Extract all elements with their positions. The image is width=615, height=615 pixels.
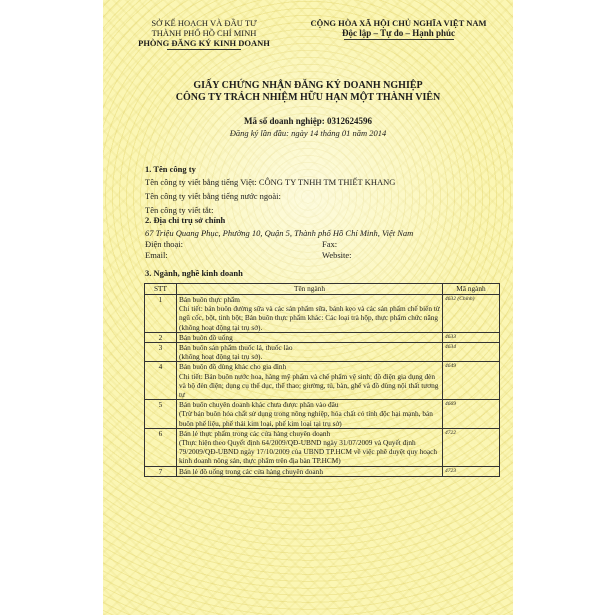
row-name-cell bbox=[177, 343, 443, 362]
row-detail: (không hoạt động tại trụ sở). bbox=[179, 352, 263, 362]
issuer-line-2: THÀNH PHỐ HỒ CHÍ MINH bbox=[151, 28, 257, 38]
row-name-cell bbox=[177, 428, 443, 466]
row-name-cell bbox=[177, 332, 443, 342]
nation-header bbox=[301, 18, 496, 40]
issuer-line-3: PHÒNG ĐĂNG KÝ KINH DOANH bbox=[138, 38, 270, 48]
row-name-cell bbox=[177, 400, 443, 429]
nation-motto: Độc lập – Tự do – Hạnh phúc bbox=[341, 28, 456, 38]
table-row bbox=[145, 332, 500, 342]
title-line-1: GIẤY CHỨNG NHẬN ĐĂNG KÝ DOANH NGHIỆP bbox=[193, 80, 423, 91]
row-name-cell bbox=[177, 466, 443, 476]
row-stt: 3 bbox=[145, 343, 177, 362]
issuer-header bbox=[129, 18, 279, 50]
email-label: Email: bbox=[145, 250, 168, 260]
section-3-heading: 3. Ngành, nghề kinh doanh bbox=[145, 268, 243, 278]
table-row bbox=[145, 466, 500, 476]
phone-label: Điện thoại: bbox=[145, 239, 184, 249]
row-name-cell bbox=[177, 295, 443, 333]
row-name: Bán buôn đồ dùng khác cho gia đình bbox=[179, 362, 287, 372]
section-2-heading: 2. Địa chỉ trụ sở chính bbox=[145, 215, 226, 225]
row-code: 4632 (Chính) bbox=[443, 295, 500, 333]
table-row bbox=[145, 428, 500, 466]
row-code: 4633 bbox=[443, 332, 500, 342]
first-registration-date: Đăng ký lần đầu: ngày 14 tháng 01 năm 2014 bbox=[229, 128, 387, 138]
row-detail: Chi tiết: bán buôn đường sữa và các sản phẩm sữa, bánh kẹo và các sản phẩm chế biến từ ngũ cốc, bột, tinh bột; Bán buôn thực phẩm khác: Các loại trà hộp, thực phẩm chức năng (không hoạt động tại trụ sở). bbox=[179, 304, 440, 332]
row-stt: 5 bbox=[145, 400, 177, 429]
row-name: Bán lẻ thực phẩm trong các cửa hàng chuyên doanh bbox=[179, 428, 331, 438]
contact-row-1 bbox=[145, 239, 505, 250]
row-name: Bán lẻ đồ uống trong các cửa hàng chuyên doanh bbox=[179, 466, 323, 476]
table-row bbox=[145, 400, 500, 429]
row-detail: (Thực hiện theo Quyết định 64/2009/QĐ-UBND ngày 31/07/2009 và Quyết định 79/2009/QĐ-UBND ngày 17/10/2009 của UBND TP.HCM về việc phê duyệt quy hoạch kinh doanh nông sản, thực phẩm trên địa bàn TP.HCM) bbox=[179, 438, 438, 466]
row-code: 4649 bbox=[443, 362, 500, 400]
column-header-name: Tên ngành bbox=[177, 284, 443, 295]
website-label: Website: bbox=[322, 250, 352, 260]
nation-underline bbox=[344, 39, 454, 40]
business-lines-table bbox=[144, 283, 500, 477]
company-name-short: Tên công ty viết tắt: bbox=[145, 205, 214, 215]
section-address bbox=[145, 215, 505, 261]
row-detail: Chi tiết: Bán buôn nước hoa, hàng mỹ phẩm và chế phẩm vệ sinh; đồ điện gia dụng đèn và bộ đèn điện; dụng cụ thể dục, thể thao; giường, tủ, bàn, ghế và đồ dùng nội thất tương tự bbox=[179, 371, 439, 400]
issuer-line-1: SỞ KẾ HOẠCH VÀ ĐẦU TƯ bbox=[151, 18, 257, 28]
enterprise-code: Mã số doanh nghiệp: 0312624596 bbox=[243, 116, 373, 126]
row-name: Bán buôn chuyên doanh khác chưa được phân vào đâu bbox=[179, 400, 339, 410]
row-stt: 1 bbox=[145, 295, 177, 333]
table-row bbox=[145, 295, 500, 333]
row-name: Bán buôn sản phẩm thuốc lá, thuốc lào bbox=[179, 343, 293, 353]
section-company-name bbox=[145, 164, 505, 216]
table-row bbox=[145, 343, 500, 362]
row-code: 4669 bbox=[443, 400, 500, 429]
row-stt: 2 bbox=[145, 332, 177, 342]
row-name-cell bbox=[177, 362, 443, 400]
company-name-foreign: Tên công ty viết bằng tiếng nước ngoài: bbox=[145, 191, 281, 201]
table-row bbox=[145, 362, 500, 400]
section-1-heading: 1. Tên công ty bbox=[145, 164, 196, 174]
table-header-row bbox=[145, 284, 500, 295]
row-code: 4634 bbox=[443, 343, 500, 362]
row-code: 4723 bbox=[443, 466, 500, 476]
row-stt: 7 bbox=[145, 466, 177, 476]
head-office-address: 67 Triệu Quang Phục, Phường 10, Quận 5, Thành phố Hồ Chí Minh, Việt Nam bbox=[145, 228, 414, 238]
row-stt: 6 bbox=[145, 428, 177, 466]
company-name-vietnamese: Tên công ty viết bằng tiếng Việt: CÔNG TY TNHH TM THIẾT KHANG bbox=[145, 177, 396, 187]
certificate-page bbox=[103, 0, 513, 615]
row-code: 4722 bbox=[443, 428, 500, 466]
row-detail: (Trừ bán buôn hóa chất sử dụng trong nông nghiệp, hóa chất có tính độc hại mạnh, bán buôn phế liệu, phế thải kim loại, phế kim loại tại trụ sở) bbox=[179, 409, 433, 428]
contact-row-2 bbox=[145, 250, 505, 261]
fax-label: Fax: bbox=[322, 239, 338, 249]
column-header-stt: STT bbox=[145, 284, 177, 295]
row-name: Bán buôn đồ uống bbox=[179, 332, 233, 342]
issuer-underline bbox=[167, 49, 241, 50]
title-line-2: CÔNG TY TRÁCH NHIỆM HỮU HẠN MỘT THÀNH VIÊN bbox=[175, 92, 441, 103]
row-stt: 4 bbox=[145, 362, 177, 400]
document-title bbox=[103, 80, 513, 104]
row-name: Bán buôn thực phẩm bbox=[179, 295, 240, 304]
column-header-code: Mã ngành bbox=[443, 284, 500, 295]
nation-line-1: CỘNG HÒA XÃ HỘI CHỦ NGHĨA VIỆT NAM bbox=[310, 18, 487, 28]
